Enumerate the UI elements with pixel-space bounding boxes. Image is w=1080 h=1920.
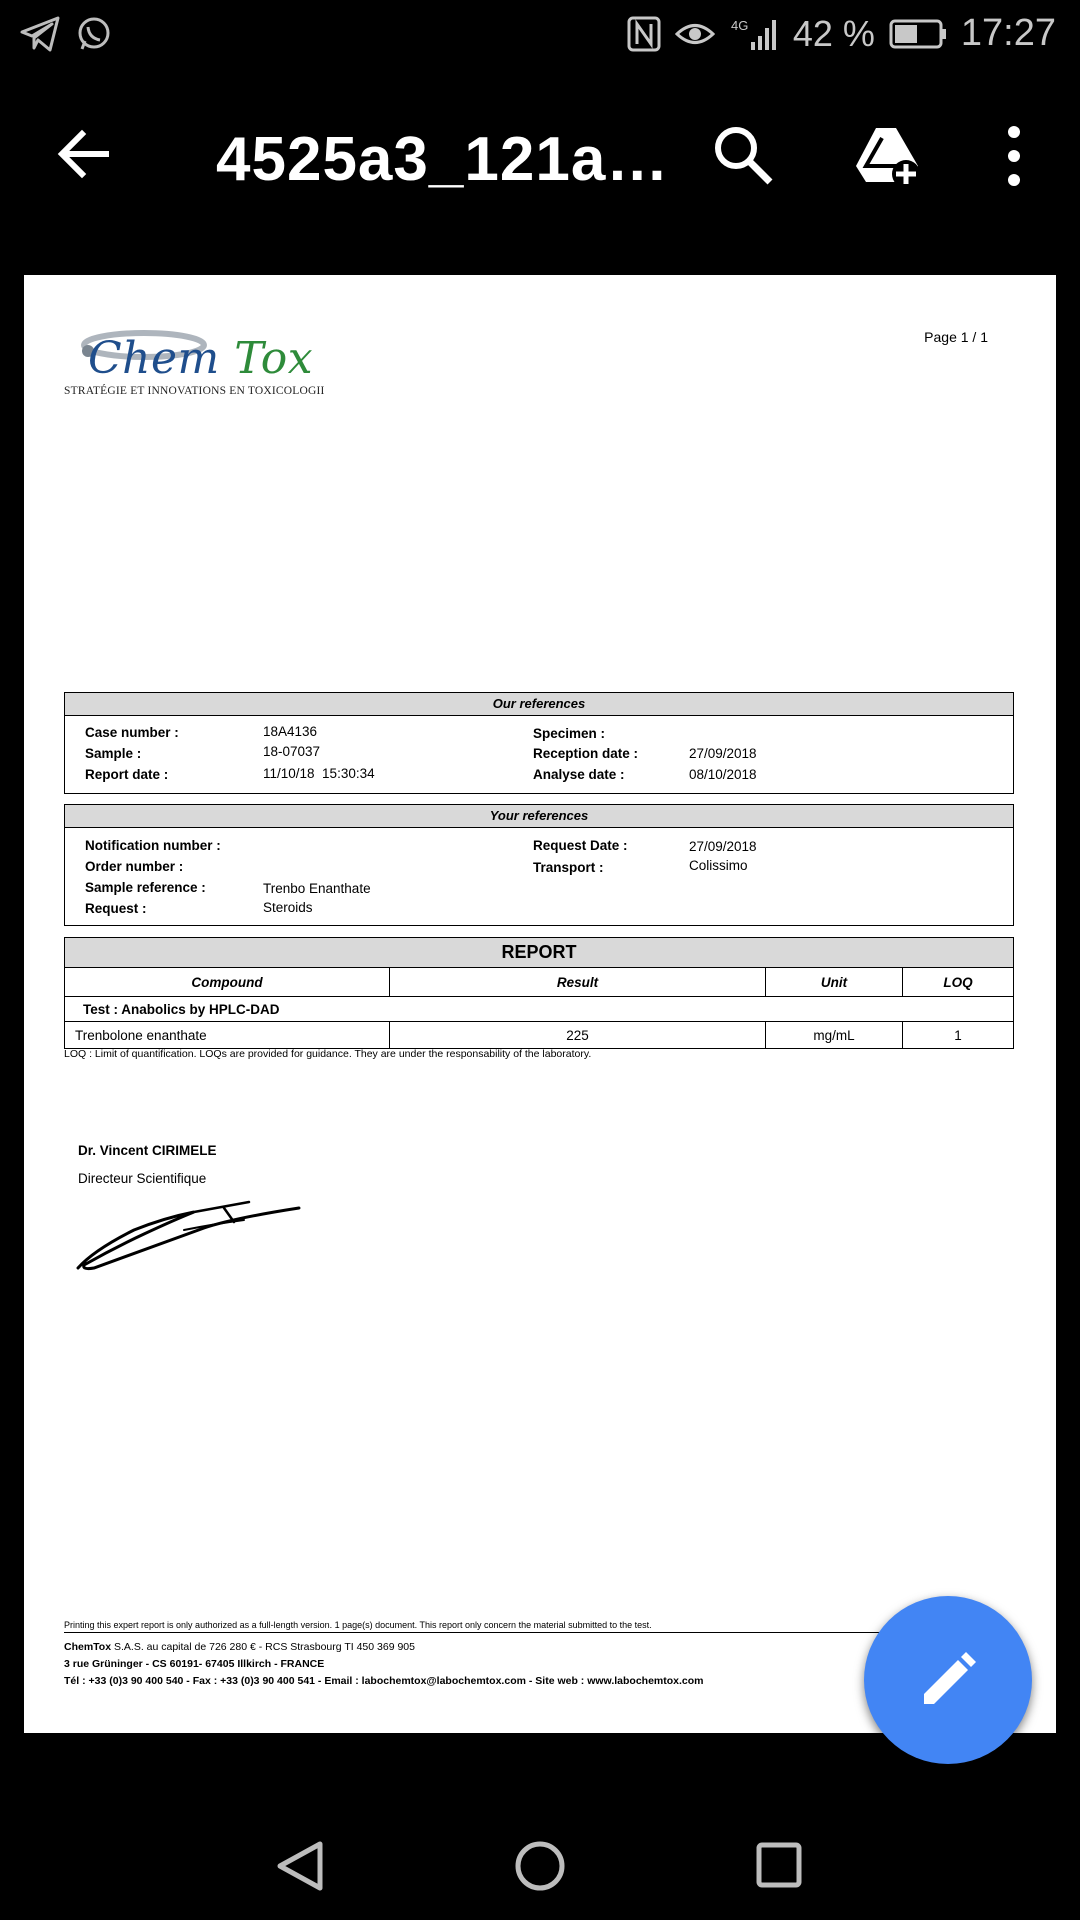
- report-title: REPORT: [65, 938, 1013, 968]
- nav-recents-icon[interactable]: [756, 1842, 802, 1888]
- request-date-label: Request Date :: [533, 838, 628, 853]
- logo-tagline: STRATÉGIE ET INNOVATIONS EN TOXICOLOGII: [64, 385, 325, 397]
- case-number-value: 18A4136: [263, 724, 318, 739]
- our-references-header: Our references: [65, 693, 1013, 716]
- case-number-label: Case number :: [85, 725, 179, 740]
- back-arrow-icon[interactable]: [54, 124, 114, 184]
- handwritten-signature-icon: [74, 1190, 304, 1275]
- result-cell: 225: [390, 1022, 766, 1049]
- request-date-value: 27/09/2018: [689, 839, 757, 854]
- nav-back-icon[interactable]: [276, 1840, 324, 1892]
- footer-address-line: 3 rue Grüninger - CS 60191- 67405 Illkirch - FRANCE: [64, 1658, 325, 1670]
- sample-reference-value: Trenbo Enanthate: [263, 881, 371, 896]
- loq-cell: 1: [954, 1027, 962, 1043]
- analyse-date-label: Analyse date :: [533, 767, 625, 782]
- page-number: Page 1 / 1: [924, 329, 988, 345]
- order-number-label: Order number :: [85, 859, 184, 874]
- sample-value: 18-07037: [263, 744, 321, 759]
- nav-home-icon[interactable]: [514, 1840, 566, 1892]
- clock: 17:27: [960, 12, 1056, 54]
- nfc-icon: [627, 16, 661, 52]
- battery-percent: 42 %: [792, 12, 875, 54]
- your-references-header: Your references: [65, 805, 1013, 828]
- more-options-icon[interactable]: [1000, 124, 1028, 188]
- footer-contact-line: Tél : +33 (0)3 90 400 540 - Fax : +33 (0)3 90 400 541 - Email : labochemtox@labochemtox.com - Site web : www.labochemtox.com: [64, 1675, 704, 1687]
- app-bar: [0, 72, 1080, 240]
- network-type: 4G: [730, 17, 749, 33]
- transport-value: Colissimo: [689, 858, 748, 873]
- report-date-value: 11/10/18 15:30:34: [263, 766, 375, 781]
- sample-label: Sample :: [85, 746, 142, 761]
- whatsapp-icon: [76, 16, 112, 52]
- col-loq: LOQ: [903, 968, 1014, 997]
- reception-date-label: Reception date :: [533, 746, 639, 761]
- search-icon[interactable]: [712, 124, 776, 188]
- edit-fab-button[interactable]: [864, 1596, 1032, 1764]
- table-row: [65, 1022, 1013, 1049]
- document-page[interactable]: [24, 275, 1056, 1733]
- telegram-icon: [20, 16, 60, 52]
- request-label: Request :: [85, 901, 147, 916]
- reception-date-value: 27/09/2018: [689, 746, 757, 761]
- unit-cell: mg/mL: [766, 1022, 903, 1049]
- status-bar: [0, 0, 1080, 72]
- signer-name: Dr. Vincent CIRIMELE: [78, 1143, 217, 1158]
- transport-label: Transport :: [533, 860, 604, 875]
- your-references-box: [64, 804, 1014, 926]
- add-to-drive-icon[interactable]: [852, 124, 922, 188]
- notification-number-label: Notification number :: [85, 838, 221, 853]
- footer-divider: [64, 1632, 1012, 1633]
- signal-icon: [729, 16, 779, 52]
- sample-reference-label: Sample reference :: [85, 880, 206, 895]
- loq-note: LOQ : Limit of quantification. LOQs are provided for guidance. They are under the responsability of the laboratory.: [64, 1048, 592, 1060]
- eye-icon: [675, 19, 715, 49]
- analyse-date-value: 08/10/2018: [689, 767, 757, 782]
- signer-title: Directeur Scientifique: [78, 1171, 207, 1186]
- document-title: 4525a3_121a…: [216, 125, 670, 194]
- specimen-label: Specimen :: [533, 726, 606, 741]
- col-compound: Compound: [65, 968, 390, 997]
- report-box: [64, 937, 1014, 1049]
- request-value: Steroids: [263, 900, 313, 915]
- test-label: Test : Anabolics by HPLC-DAD: [65, 997, 1013, 1022]
- compound-cell: Trenbolone enanthate: [65, 1022, 390, 1049]
- battery-icon: [889, 19, 947, 49]
- logo-wordmark: Chem Tox: [88, 333, 314, 384]
- col-result: Result: [390, 968, 766, 997]
- system-nav-bar: [0, 1800, 1080, 1920]
- footer-note: Printing this expert report is only authorized as a full-length version. 1 page(s) document. This report only concern the material submitted to the test.: [64, 1620, 652, 1630]
- our-references-box: [64, 692, 1014, 794]
- footer-company-line: ChemTox S.A.S. au capital de 726 280 € - RCS Strasbourg TI 450 369 905: [64, 1641, 415, 1653]
- col-unit: Unit: [766, 968, 903, 997]
- pencil-icon: [918, 1650, 978, 1710]
- report-table: [65, 968, 1013, 1048]
- report-date-label: Report date :: [85, 767, 169, 782]
